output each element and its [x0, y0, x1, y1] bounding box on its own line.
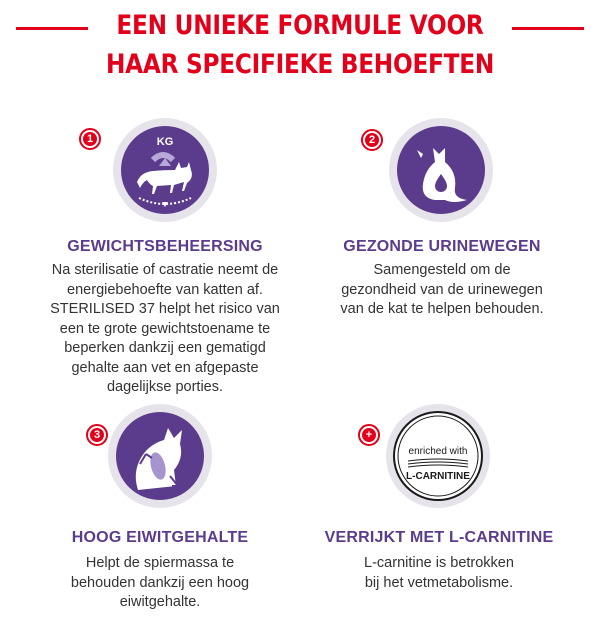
headline-line-2: HAAR SPECIFIEKE BEHOEFTEN	[105, 49, 495, 80]
headline-line-1: EEN UNIEKE FORMULE VOOR	[116, 10, 484, 41]
seal-top-text: enriched with	[408, 446, 468, 457]
cat-muscle-icon	[93, 404, 212, 508]
feature-description: Samengesteld om de gezondheid van de urinewegen van de kat te helpen behouden.	[340, 262, 544, 317]
badge-number: 2	[365, 133, 379, 147]
badge-1	[79, 128, 101, 150]
seal-bottom-text: L-CARNITINE	[406, 471, 470, 482]
badge-plus	[358, 424, 380, 446]
headline	[42, 6, 558, 84]
badge-3	[86, 424, 108, 446]
badge-number: 3	[90, 428, 104, 442]
feature-urinary-health	[292, 118, 592, 408]
feature-title: HOOG EIWITGEHALTE	[71, 529, 249, 546]
feature-title: VERRIJKT MET L-CARNITINE	[324, 529, 554, 546]
feature-weight-control	[15, 118, 315, 408]
badge-plus-icon: +	[362, 428, 376, 442]
cat-weight-scale-icon	[86, 118, 217, 222]
feature-title: GEZONDE URINEWEGEN	[343, 238, 541, 255]
badge-number: 1	[83, 132, 97, 146]
feature-high-protein	[10, 404, 310, 624]
enriched-l-carnitine-seal-icon	[365, 404, 490, 508]
feature-l-carnitine	[289, 404, 589, 624]
feature-description: Na sterilisatie of castratie neemt de energiebehoefte van katten af. STERILISED 37 helpt het risico van een te grote gewichtstoename te beperken dankzij een gematigd gehalte aan vet en afgepaste dagelijkse porties.	[50, 262, 280, 395]
cat-urinary-drop-icon	[368, 118, 493, 222]
feature-title: GEWICHTSBEHEERSING	[67, 238, 263, 255]
feature-description: L-carnitine is betrokken bij het vetmetabolisme.	[364, 555, 514, 591]
kg-label: KG	[156, 136, 174, 148]
badge-2	[361, 129, 383, 151]
feature-description: Helpt de spiermassa te behouden dankzij een hoog eiwitgehalte.	[70, 555, 250, 610]
